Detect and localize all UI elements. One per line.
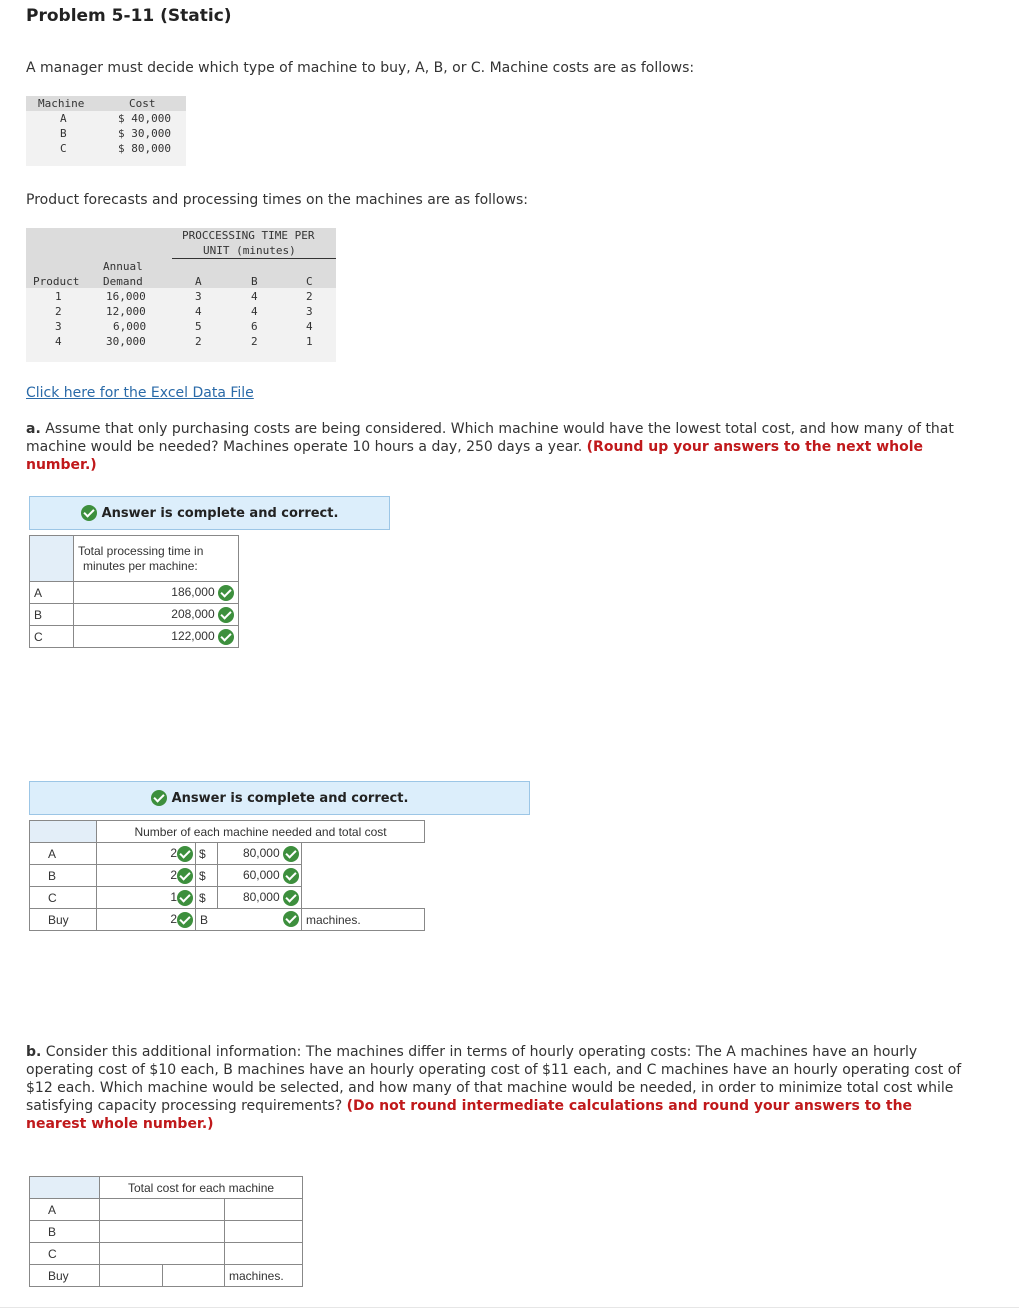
fc-row-c: 1: [306, 335, 313, 348]
divider: [0, 1307, 1019, 1308]
fc-row-a: 4: [195, 305, 202, 318]
currency-symbol: $: [196, 843, 218, 865]
fc-row-product: 2: [55, 305, 62, 318]
fc-row-b: 6: [251, 320, 258, 333]
forecast-intro-text: Product forecasts and processing times on the machines are as follows:: [26, 192, 528, 208]
cost-col-cost-header: Cost: [129, 97, 156, 110]
machine-count-input-b[interactable]: [97, 865, 196, 887]
fc-row-a: 2: [195, 335, 202, 348]
buy-label: Buy: [30, 1265, 100, 1287]
check-circle-icon: [151, 790, 167, 806]
total-cost-count-input-c[interactable]: [100, 1243, 225, 1265]
check-circle-icon: [81, 505, 97, 521]
processing-time-input-c[interactable]: [74, 626, 239, 648]
fc-row-product: 4: [55, 335, 62, 348]
part-a-instruction: (Round up your answers to the next whole number.): [26, 439, 924, 473]
fc-row-c: 4: [306, 320, 313, 333]
machines-needed-header: Number of each machine needed and total cost: [97, 821, 425, 843]
check-circle-icon: [177, 912, 193, 928]
fc-row-product: 3: [55, 320, 62, 333]
fc-row-a: 3: [195, 290, 202, 303]
machine-count-input-a[interactable]: [97, 843, 196, 865]
buy-label: Buy: [30, 909, 97, 931]
fc-row-product: 1: [55, 290, 62, 303]
table-row: [30, 843, 425, 865]
check-circle-icon: [283, 890, 299, 906]
processing-time-header-line1: Total processing time in: [78, 544, 204, 558]
check-circle-icon: [218, 607, 234, 623]
total-cost-value-input-b[interactable]: [225, 1221, 303, 1243]
currency-symbol: $: [196, 887, 218, 909]
machine-cost-value: 80,000: [242, 889, 280, 904]
fc-row-c: 3: [306, 305, 313, 318]
row-label: A: [30, 843, 97, 865]
fc-col-product: Product: [33, 275, 80, 288]
row-label: C: [30, 887, 97, 909]
check-circle-icon: [218, 585, 234, 601]
total-cost-header: Total cost for each machine: [100, 1177, 303, 1199]
table-row: [30, 582, 239, 604]
part-a-label: a.: [26, 421, 41, 437]
row-label: C: [30, 626, 74, 648]
fc-group-header-line1: PROCCESSING TIME PER: [182, 229, 315, 242]
buy-count-value: 2: [170, 911, 177, 926]
table-row: [30, 865, 425, 887]
cost-machine-a: A: [60, 112, 67, 125]
part-b-instruction: (Do not round intermediate calculations and round your answers to the nearest whole number.): [26, 1098, 913, 1132]
cost-machine-b: B: [60, 127, 67, 140]
fc-col-c: C: [306, 275, 313, 288]
machine-count-value: 1: [170, 889, 177, 904]
fc-col-demand: Demand: [103, 275, 143, 288]
machines-suffix: machines.: [225, 1265, 303, 1287]
fc-row-a: 5: [195, 320, 202, 333]
table-row: [30, 887, 425, 909]
banner-text: Answer is complete and correct.: [171, 790, 409, 806]
check-circle-icon: [177, 868, 193, 884]
machine-count-input-c[interactable]: [97, 887, 196, 909]
row-label: B: [30, 604, 74, 626]
cost-value-b: $ 30,000: [118, 127, 171, 140]
intro-text: A manager must decide which type of machine to buy, A, B, or C. Machine costs are as follows:: [26, 60, 695, 76]
fc-col-a: A: [195, 275, 202, 288]
total-cost-count-input-a[interactable]: [100, 1199, 225, 1221]
fc-row-b: 2: [251, 335, 258, 348]
processing-time-header-line2: minutes per machine:: [83, 559, 198, 573]
part-a-question: [26, 420, 976, 474]
answer-correct-banner: [29, 781, 530, 815]
fc-group-header-line2: UNIT (minutes): [203, 244, 296, 257]
currency-symbol: $: [196, 865, 218, 887]
processing-time-value: 122,000: [171, 628, 215, 643]
check-circle-icon: [177, 846, 193, 862]
table-row: [30, 1221, 303, 1243]
row-label: B: [30, 1221, 100, 1243]
fc-col-b: B: [251, 275, 258, 288]
total-cost-value-input-a[interactable]: [225, 1199, 303, 1221]
row-label: B: [30, 865, 97, 887]
cost-value-c: $ 80,000: [118, 142, 171, 155]
table-row: [30, 626, 239, 648]
machine-cost-input-c[interactable]: [218, 887, 302, 909]
machine-count-value: 2: [170, 867, 177, 882]
fc-row-demand: 16,000: [106, 290, 146, 303]
buy-count-input[interactable]: [97, 909, 196, 931]
answer-correct-banner: [29, 496, 390, 530]
cost-value-a: $ 40,000: [118, 112, 171, 125]
excel-data-link[interactable]: Click here for the Excel Data File: [26, 385, 254, 401]
machine-cost-value: 80,000: [242, 845, 280, 860]
cost-machine-c: C: [60, 142, 67, 155]
buy-machine-value: B: [200, 912, 209, 927]
fc-row-demand: 30,000: [106, 335, 146, 348]
fc-annual-label: Annual: [103, 260, 143, 273]
row-label: A: [30, 1199, 100, 1221]
cost-col-machine-header: Machine: [38, 97, 85, 110]
forecast-table: [26, 228, 336, 362]
processing-time-input-a[interactable]: [74, 582, 239, 604]
machines-needed-table: [29, 820, 425, 931]
table-row: [30, 909, 425, 931]
check-circle-icon: [283, 911, 299, 927]
processing-time-table: [29, 535, 239, 648]
fc-row-c: 2: [306, 290, 313, 303]
check-circle-icon: [177, 890, 193, 906]
processing-time-header: [74, 536, 239, 582]
table-row: [30, 1243, 303, 1265]
fc-row-b: 4: [251, 305, 258, 318]
total-cost-table: [29, 1176, 303, 1287]
row-label: C: [30, 1243, 100, 1265]
part-a-text: Assume that only purchasing costs are being considered. Which machine would have the lowest total cost, and how many of that machine would be needed? Machines operate 10 hours a day, 250 days a year.: [26, 421, 954, 455]
machine-cost-table: [26, 96, 186, 166]
check-circle-icon: [283, 846, 299, 862]
table-row: [30, 1199, 303, 1221]
machine-count-value: 2: [170, 845, 177, 860]
check-circle-icon: [283, 868, 299, 884]
buy-count-input[interactable]: [100, 1265, 163, 1287]
banner-text: Answer is complete and correct.: [101, 505, 339, 521]
part-b-question: [26, 1043, 976, 1133]
table-row: [30, 1265, 303, 1287]
part-b-text: Consider this additional information: The machines differ in terms of hourly operating costs: The A machines have an hourly operating cost of $10 each, B machines have an hourly operating cost of $11 each, and C machines have an hourly operating cost of $12 each. Which machine would be selected, and how many of that machine would be needed, in order to minimize total cost while satisfying capacity processing requirements?: [26, 1044, 962, 1114]
fc-row-b: 4: [251, 290, 258, 303]
total-cost-count-input-b[interactable]: [100, 1221, 225, 1243]
processing-time-value: 186,000: [171, 584, 215, 599]
table-row: [30, 604, 239, 626]
part-b-label: b.: [26, 1044, 42, 1060]
check-circle-icon: [218, 629, 234, 645]
processing-time-value: 208,000: [171, 606, 215, 621]
buy-machine-select[interactable]: [163, 1265, 225, 1287]
buy-machine-select[interactable]: [196, 909, 302, 931]
page-title: Problem 5-11 (Static): [26, 6, 232, 26]
fc-row-demand: 12,000: [106, 305, 146, 318]
processing-time-input-b[interactable]: [74, 604, 239, 626]
total-cost-value-input-c[interactable]: [225, 1243, 303, 1265]
machine-cost-value: 60,000: [242, 867, 280, 882]
machine-cost-input-a[interactable]: [218, 843, 302, 865]
fc-row-demand: 6,000: [113, 320, 147, 333]
machine-cost-input-b[interactable]: [218, 865, 302, 887]
machines-suffix: machines.: [302, 909, 425, 931]
row-label: A: [30, 582, 74, 604]
